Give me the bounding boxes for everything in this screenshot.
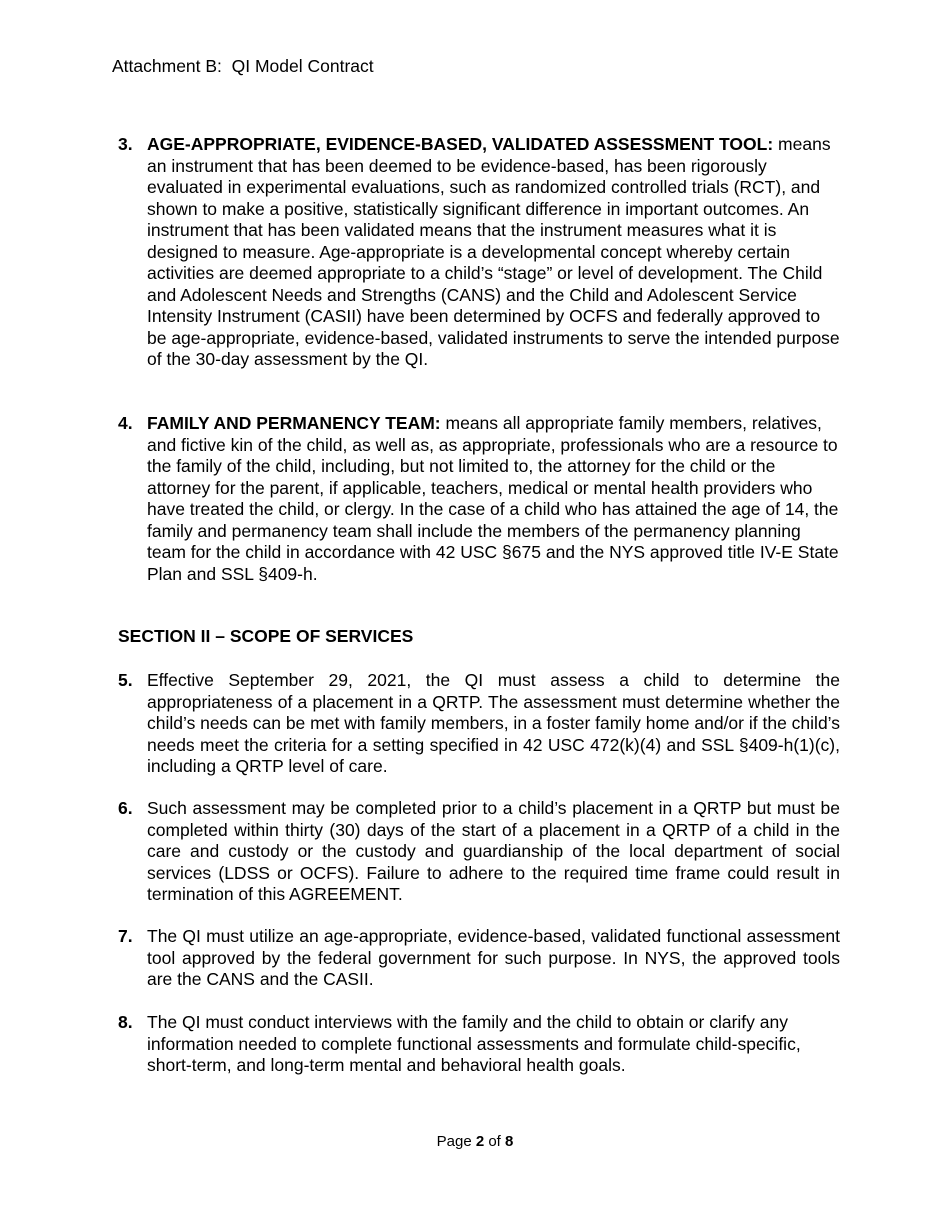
definition-item-4 bbox=[118, 413, 840, 585]
section-heading: SECTION II – SCOPE OF SERVICES bbox=[118, 626, 414, 646]
item-number: 8. bbox=[118, 1012, 133, 1032]
item-body bbox=[147, 413, 840, 585]
scope-item-7 bbox=[118, 926, 840, 991]
item-text: The QI must utilize an age-appropriate, evidence-based, validated functional assessment tool approved by the federal government for such purpose. In NYS, the approved tools are the CANS and the CASII. bbox=[147, 926, 840, 989]
item-number: 5. bbox=[118, 670, 133, 690]
definition-text: means all appropriate family members, relatives, and fictive kin of the child, as well as, as appropriate, professionals who are a resource to the family of the child, including, but not limited to, the attorney for the child or the attorney for the parent, if applicable, teachers, medical or mental health providers who have treated the child, or clergy. In the case of a child who has attained the age of 14, the family and permanency team shall include the members of the permanency planning team for the child in accordance with 42 USC §675 and the NYS approved title IV-E State Plan and SSL §409-h. bbox=[147, 413, 839, 584]
item-text: The QI must conduct interviews with the family and the child to obtain or clarify any information needed to complete functional assessments and formulate child-specific, short-term, and long-term mental and behavioral health goals. bbox=[147, 1012, 801, 1075]
item-number: 4. bbox=[118, 413, 133, 433]
scope-item-5 bbox=[118, 670, 840, 778]
defined-term: FAMILY AND PERMANENCY TEAM: bbox=[147, 413, 441, 433]
item-body bbox=[147, 134, 840, 371]
page-of: of bbox=[484, 1133, 506, 1150]
definition-text: means an instrument that has been deemed to be evidence-based, has been rigorously evaluated in experimental evaluations, such as randomized controlled trials (RCT), and shown to make a positive, statistically significant difference in important outcomes. An instrument that has been validated means that the instrument measures what it is designed to measure. Age-appropriate is a developmental concept whereby certain activities are deemed appropriate to a child’s “stage” or level of development. The Child and Adolescent Needs and Strengths (CANS) and the Child and Adolescent Service Intensity Instrument (CASII) have been determined by OCFS and federally approved to be age-appropriate, evidence-based, validated instruments to serve the intended purpose of the 30-day assessment by the QI. bbox=[147, 134, 840, 369]
page-prefix: Page bbox=[436, 1133, 476, 1150]
item-number: 7. bbox=[118, 926, 133, 946]
item-number: 3. bbox=[118, 134, 133, 154]
item-number: 6. bbox=[118, 798, 133, 818]
defined-term: AGE-APPROPRIATE, EVIDENCE-BASED, VALIDATED ASSESSMENT TOOL: bbox=[147, 134, 774, 154]
page-footer bbox=[0, 1133, 950, 1151]
total-pages: 8 bbox=[505, 1133, 514, 1150]
scope-item-6 bbox=[118, 798, 840, 906]
page-header: Attachment B: QI Model Contract bbox=[112, 56, 374, 76]
item-text: Effective September 29, 2021, the QI must assess a child to determine the appropriateness of a placement in a QRTP. The assessment must determine whether the child’s needs can be met with family members, in a foster family home and/or if the child’s needs meet the criteria for a setting specified in 42 USC 472(k)(4) and SSL §409-h(1)(c), including a QRTP level of care. bbox=[147, 670, 840, 776]
scope-item-8 bbox=[118, 1012, 840, 1077]
current-page: 2 bbox=[475, 1133, 485, 1150]
definition-item-3 bbox=[118, 134, 840, 371]
item-text: Such assessment may be completed prior to a child’s placement in a QRTP but must be completed within thirty (30) days of the start of a placement in a QRTP of a child in the care and custody or the custody and guardianship of the local department of social services (LDSS or OCFS). Failure to adhere to the required time frame could result in termination of this AGREEMENT. bbox=[147, 798, 840, 904]
